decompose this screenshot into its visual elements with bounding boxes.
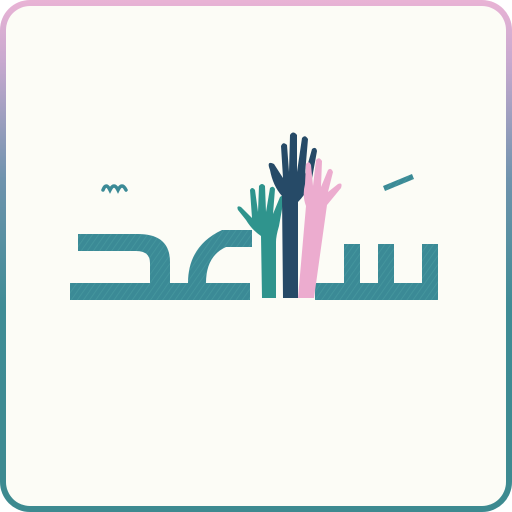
logo [6,6,506,506]
icon-face [6,6,506,506]
fatha-mark [383,174,414,191]
letter-dal [70,234,170,300]
letter-ain [170,230,252,300]
shadda-mark [103,186,126,190]
hands-group [237,133,341,299]
letter-seen [315,244,438,300]
